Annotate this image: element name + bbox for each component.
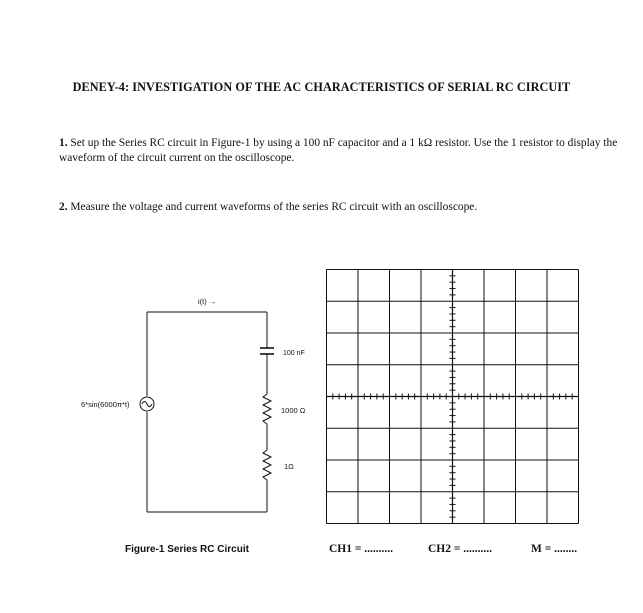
step-1-number: 1. — [59, 137, 68, 149]
ch1-field: CH1 = .......... — [329, 543, 394, 555]
step-2-text: Measure the voltage and current waveforms of the series RC circuit with an oscilloscope. — [67, 201, 478, 213]
ac-source-wave — [142, 402, 152, 407]
ac-source-symbol — [140, 397, 154, 411]
current-label: i(t) → — [198, 297, 217, 306]
source-label: 6*sin(6000π*t) — [81, 400, 130, 409]
step-1-paragraph — [59, 136, 619, 166]
step-2-number: 2. — [59, 201, 68, 213]
resistor-1000-symbol — [263, 394, 271, 424]
figure-caption: Figure-1 Series RC Circuit — [125, 544, 249, 555]
capacitor-label: 100 nF — [283, 350, 305, 357]
resistor-1-symbol — [263, 450, 271, 480]
m-field: M = ........ — [531, 543, 578, 555]
step-2-paragraph — [59, 200, 619, 215]
ch2-field: CH2 = .......... — [428, 543, 493, 555]
step-1-text: Set up the Series RC circuit in Figure-1 by using a 100 nF capacitor and a 1 kΩ resistor. Use the 1 resistor to display the waveform of the circuit current on the oscilloscope. — [59, 137, 618, 164]
resistor-1-label: 1Ω — [284, 462, 294, 471]
resistor-1000-label: 1000 Ω — [281, 406, 306, 415]
document-title: DENEY-4: INVESTIGATION OF THE AC CHARACTERISTICS OF SERIAL RC CIRCUIT — [72, 80, 571, 94]
oscilloscope-grid — [326, 269, 579, 524]
